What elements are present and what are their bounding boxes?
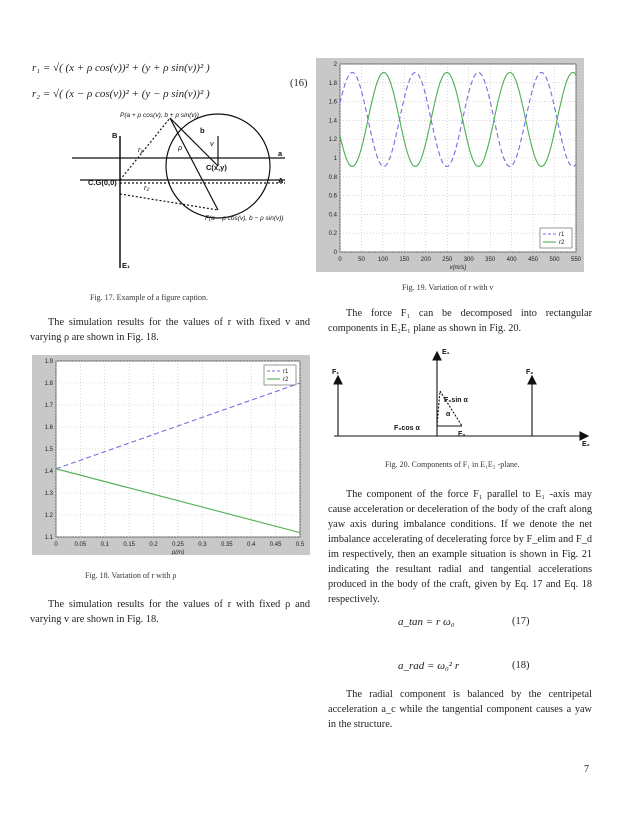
label-E2: E₂ (582, 441, 590, 446)
y-tick-label: 1.8 (44, 381, 53, 387)
x-axis-label: ρ(m) (171, 550, 185, 555)
equation-16-line-1: r₁ = √( (x + ρ cos(v))² + (y + ρ sin(v))² ) (32, 62, 210, 74)
x-tick-label: 0.05 (74, 542, 87, 548)
legend-box (540, 228, 572, 248)
x-tick-label: 0.35 (220, 542, 233, 548)
label-F0-sin: F₀sin α (444, 397, 468, 404)
x-tick-label: 150 (399, 257, 410, 263)
label-r1: r₁ (138, 145, 143, 154)
label-F0-cos: F₀cos α (394, 425, 420, 432)
x-tick-label: 0.1 (100, 542, 109, 548)
y-tick-label: 1.4 (44, 469, 53, 475)
label-F2: F₂ (526, 369, 534, 376)
equation-16-line-2: r₂ = √( (x − ρ cos(v))² + (y − ρ sin(v))² ) (32, 88, 210, 100)
x-tick-label: 550 (570, 257, 582, 263)
fig20-caption: Fig. 20. Components of F₁ in E₁E₂ -plane. (385, 460, 520, 469)
y-tick-label: 0.6 (328, 193, 337, 200)
legend-label-r2: r2 (559, 240, 565, 246)
r2-line (120, 194, 218, 210)
x-tick-label: 300 (463, 257, 474, 263)
y-tick-label: 1.4 (328, 118, 337, 125)
x-tick-label: 0 (338, 257, 342, 263)
legend-label-r2: r2 (283, 377, 289, 383)
fig19-chart (316, 58, 584, 272)
fig19-caption: Fig. 19. Variation of r with v (402, 283, 494, 292)
y-tick-label: 1.7 (44, 403, 53, 409)
label-F0: F₀ (458, 431, 466, 438)
label-cg: C.G(0,0) (88, 178, 117, 187)
y-tick-label: 1.6 (328, 99, 337, 106)
paragraph-2: The simulation results for the values of r with fixed ρ and varying v are shown in Fig. 18. (30, 599, 310, 625)
arrow-F1 (334, 376, 342, 384)
x-tick-label: 0.15 (123, 542, 136, 548)
label-a: a (278, 149, 283, 158)
y-tick-label: 1.1 (44, 535, 53, 541)
x-tick-label: 0.5 (295, 542, 305, 548)
x-tick-label: 350 (485, 257, 496, 263)
arrow-E1 (433, 352, 441, 360)
label-E1: E₁ (442, 349, 450, 356)
y-tick-label: 0.8 (328, 174, 337, 181)
paragraph-4: The component of the force F₁ parallel to E₁ -axis may cause acceleration or deceleration of the body of the craft along yaw axis during imbalance conditions. If we denote the net imbalance accelerating of decelerating force by F_elim and F_d im respectively, then an example situation is shown in Fig. 21 indicating the resultant radial and tangential accelerations produced in the body of the craft, given by Eq. 17 and Eq. 18 respectively. (328, 489, 592, 605)
fig20-diagram (322, 346, 600, 446)
label-A: A (278, 176, 284, 185)
legend-label-r1: r1 (559, 232, 565, 238)
y-tick-label: 1.6 (44, 425, 53, 431)
legend-box (264, 365, 296, 385)
label-v: v (210, 139, 214, 148)
y-tick-label: 1.8 (328, 80, 337, 87)
x-tick-label: 250 (442, 257, 453, 263)
label-F1: F₁ (332, 369, 340, 376)
x-tick-label: 400 (506, 257, 517, 263)
label-alpha: α (446, 411, 451, 418)
label-cxy: C(x,y) (206, 163, 227, 172)
label-rho: ρ (178, 143, 183, 152)
x-tick-label: 0 (54, 542, 58, 548)
x-tick-label: 0.2 (149, 542, 158, 548)
fig18-caption: Fig. 18. Variation of r with ρ (85, 571, 177, 580)
y-tick-label: 1 (333, 156, 337, 162)
arrow-F2 (528, 376, 536, 384)
x-tick-label: 450 (528, 257, 539, 263)
label-b: b (200, 126, 205, 135)
y-tick-label: 0.4 (328, 212, 337, 219)
y-tick-label: 1.9 (44, 359, 53, 365)
label-r2: r₂ (144, 183, 150, 192)
paragraph-3: The force F₁ can be decomposed into rectangular components in E₂E₁ plane as shown in Fig. 20. (328, 308, 592, 334)
x-tick-label: 0.3 (198, 542, 207, 548)
r1-line (120, 118, 170, 180)
label-F: F(a − ρ cos(v), b − ρ sin(v)) (205, 215, 284, 222)
x-tick-label: 50 (358, 257, 365, 263)
y-tick-label: 1.2 (44, 513, 53, 519)
equation-18-number: (18) (512, 660, 530, 671)
label-B: B (112, 131, 118, 140)
equation-16-number: (16) (290, 78, 308, 89)
paragraph-5: The radial component is balanced by the centripetal acceleration a_c while the tangential component causes a yaw in the structure. (328, 689, 592, 730)
label-P: P(a + ρ cos(v), b + ρ sin(v)) (120, 112, 199, 119)
equation-17-number: (17) (512, 616, 530, 627)
arrow-E2 (580, 432, 588, 440)
y-tick-label: 1.2 (328, 137, 337, 144)
x-tick-label: 0.45 (269, 542, 282, 548)
paragraph-1: The simulation results for the values of r with fixed v and varying ρ are shown in Fig. 18. (30, 317, 310, 343)
label-E1: E₁ (122, 261, 131, 270)
x-axis-label: v(m/s) (449, 265, 467, 271)
fig17-diagram (60, 108, 310, 280)
legend-label-r1: r1 (283, 369, 289, 375)
fig17-caption: Fig. 17. Example of a figure caption. (90, 293, 208, 302)
x-tick-label: 200 (420, 257, 431, 263)
equation-17: a_tan = r ω₀ (398, 616, 455, 628)
y-tick-label: 1.5 (44, 447, 53, 453)
x-tick-label: 500 (549, 257, 560, 263)
equation-18: a_rad = ω₀² r (398, 660, 460, 672)
fig18-chart (32, 355, 310, 555)
y-tick-label: 0 (333, 250, 337, 256)
x-tick-label: 100 (377, 257, 388, 263)
x-tick-label: 0.25 (172, 542, 184, 548)
y-tick-label: 2 (333, 62, 337, 68)
x-tick-label: 0.4 (247, 542, 256, 548)
page-number: 7 (584, 764, 589, 775)
y-tick-label: 0.2 (328, 231, 337, 238)
y-tick-label: 1.3 (44, 491, 53, 497)
